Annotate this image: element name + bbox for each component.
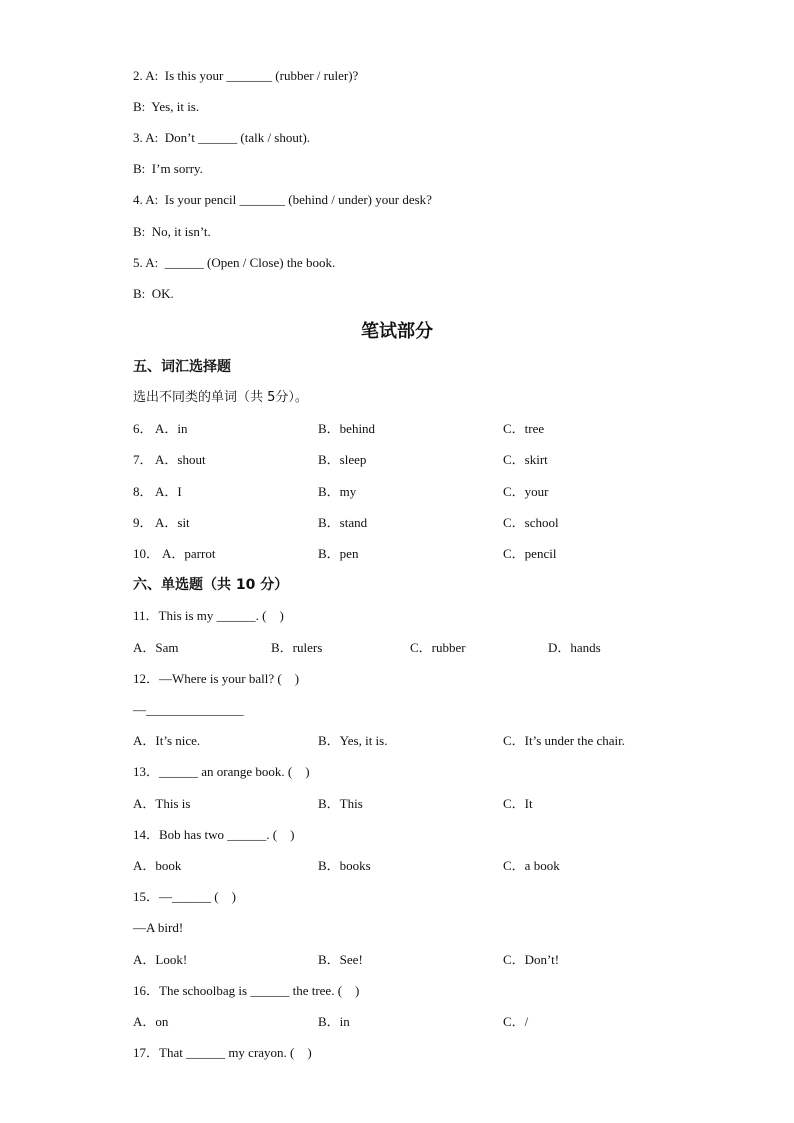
dialogue-line-5b: B: OK. bbox=[133, 286, 174, 301]
question-stem: 14．Bob has two ______. ( ) bbox=[133, 827, 295, 842]
question-number: 7． bbox=[133, 452, 153, 467]
option-b: B．books bbox=[318, 858, 371, 873]
answer-line: —_______________ bbox=[133, 702, 244, 717]
option-c: C．It bbox=[503, 796, 533, 811]
option-b: B．in bbox=[318, 1014, 350, 1029]
option-c: C．pencil bbox=[503, 546, 557, 561]
option-a: A．on bbox=[133, 1014, 169, 1029]
option-c: C．It’s under the chair. bbox=[503, 733, 626, 748]
option-a: A．It’s nice. bbox=[133, 733, 201, 748]
question-number: 10． bbox=[133, 546, 160, 561]
option-a: A．in bbox=[155, 421, 188, 436]
reply-line: —A bird! bbox=[133, 920, 184, 935]
option-a: A．shout bbox=[155, 452, 206, 467]
option-a: A．sit bbox=[155, 515, 190, 530]
option-b: B．sleep bbox=[318, 452, 367, 467]
option-c: C．school bbox=[503, 515, 559, 530]
option-d: D．hands bbox=[548, 640, 601, 655]
section5-heading: 五、词汇选择题 bbox=[133, 359, 231, 375]
option-c: C．Don’t! bbox=[503, 952, 560, 967]
option-c: C．/ bbox=[503, 1014, 529, 1029]
option-c: C．your bbox=[503, 484, 549, 499]
question-stem: 13．______ an orange book. ( ) bbox=[133, 764, 310, 779]
option-c: C．skirt bbox=[503, 452, 548, 467]
option-a: A．Sam bbox=[133, 640, 179, 655]
option-a: A．Look! bbox=[133, 952, 188, 967]
dialogue-line-4b: B: No, it isn’t. bbox=[133, 224, 211, 239]
dialogue-line-2b: B: Yes, it is. bbox=[133, 99, 200, 114]
question-number: 9． bbox=[133, 515, 153, 530]
question-number: 6． bbox=[133, 421, 153, 436]
dialogue-line-3b: B: I’m sorry. bbox=[133, 161, 203, 176]
option-a: A．I bbox=[155, 484, 182, 499]
question-stem: 12．—Where is your ball? ( ) bbox=[133, 671, 300, 686]
question-stem: 11．This is my ______. ( ) bbox=[133, 608, 284, 623]
option-c: C．tree bbox=[503, 421, 545, 436]
option-b: B．See! bbox=[318, 952, 363, 967]
question-number: 8． bbox=[133, 484, 153, 499]
option-b: B．my bbox=[318, 484, 357, 499]
option-b: B．behind bbox=[318, 421, 376, 436]
option-b: B．This bbox=[318, 796, 363, 811]
question-stem: 15．—______ ( ) bbox=[133, 889, 236, 904]
dialogue-line-4a: 4. A: Is your pencil _______ (behind / under) your desk? bbox=[133, 192, 432, 207]
option-c: C．a book bbox=[503, 858, 560, 873]
option-c: C．rubber bbox=[410, 640, 466, 655]
option-a: A．book bbox=[133, 858, 182, 873]
option-b: B．stand bbox=[318, 515, 368, 530]
section6-heading: 六、单选题（共 10 分） bbox=[133, 577, 289, 593]
option-b: B．Yes, it is. bbox=[318, 733, 388, 748]
option-b: B．rulers bbox=[271, 640, 323, 655]
question-stem: 17．That ______ my crayon. ( ) bbox=[133, 1045, 312, 1060]
question-stem: 16．The schoolbag is ______ the tree. ( ) bbox=[133, 983, 360, 998]
dialogue-line-2a: 2. A: Is this your _______ (rubber / ruler)? bbox=[133, 68, 359, 83]
dialogue-line-5a: 5. A: ______ (Open / Close) the book. bbox=[133, 255, 336, 270]
option-a: A．parrot bbox=[162, 546, 216, 561]
section5-instruction: 选出不同类的单词（共 5分）。 bbox=[133, 390, 308, 405]
option-a: A．This is bbox=[133, 796, 191, 811]
dialogue-line-3a: 3. A: Don’t ______ (talk / shout). bbox=[133, 130, 311, 145]
written-part-title: 笔试部分 bbox=[361, 321, 433, 342]
option-b: B．pen bbox=[318, 546, 359, 561]
